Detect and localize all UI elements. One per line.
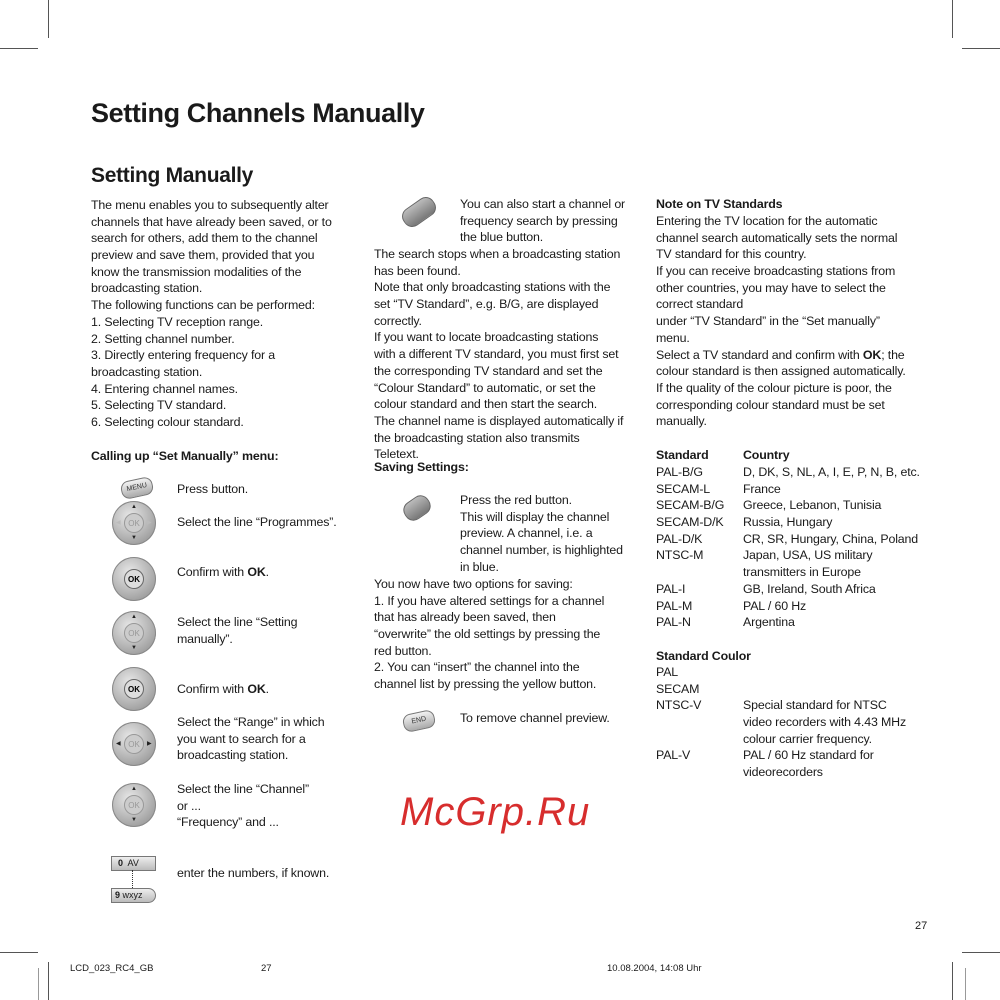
text-line: under “TV Standard” in the “Set manually” — [656, 314, 880, 329]
text-line: Select the line “Setting — [177, 615, 298, 629]
crop-mark — [0, 48, 38, 49]
text-line: other countries, you may have to select the — [656, 280, 886, 295]
note-heading: Note on TV Standards — [656, 197, 783, 211]
text-line: Note that only broadcasting stations with the — [374, 280, 611, 295]
standards-table — [656, 464, 956, 631]
footer-file: LCD_023_RC4_GB — [70, 963, 154, 974]
bold-text: OK — [247, 682, 266, 696]
text-line: Argentina — [743, 615, 795, 630]
watermark: McGrp.Ru — [400, 790, 591, 834]
text-line: 1. Selecting TV reception range. — [91, 314, 263, 329]
table-row — [656, 697, 956, 747]
table-row — [656, 497, 956, 514]
crop-mark — [952, 962, 953, 1000]
text-line: correctly. — [374, 313, 422, 328]
description-cell — [743, 614, 795, 631]
text-line: Japan, USA, US military — [743, 548, 873, 563]
page-number: 27 — [915, 920, 928, 932]
bold-text: OK — [862, 347, 882, 362]
standard-cell: PAL — [656, 665, 679, 679]
text-line: channels that have already been saved, or to — [91, 214, 332, 229]
step-text — [177, 714, 324, 764]
table-header-country: Country — [743, 448, 790, 462]
saving-heading: Saving Settings: — [374, 460, 469, 474]
text-line: the broadcasting station also transmits — [374, 430, 580, 445]
description-cell — [743, 697, 906, 747]
text-line: broadcasting station. — [91, 281, 203, 296]
key-0-icon: 0 AV — [111, 856, 156, 871]
table-row — [656, 464, 956, 481]
step-text — [177, 681, 269, 698]
text-line: colour standard and then start the search. — [374, 397, 598, 412]
table-row — [656, 481, 956, 498]
text-line: “Colour Standard” to automatic, or set the — [374, 380, 596, 395]
end-text — [460, 710, 610, 727]
table-row — [656, 547, 956, 580]
text-line: Press the red button. — [460, 493, 572, 507]
colour-heading: Standard Coulor — [656, 649, 751, 663]
standard-cell: SECAM-B/G — [656, 498, 725, 513]
standard-cell: PAL-M — [656, 598, 693, 613]
text-line: TV standard for this country. — [656, 247, 807, 262]
text-line: Special standard for NTSC — [743, 698, 887, 713]
text-line: Select the “Range” in which — [177, 715, 325, 729]
table-row — [656, 747, 956, 780]
description-cell — [743, 547, 872, 580]
standard-cell: PAL-I — [656, 581, 686, 596]
text-line — [656, 347, 906, 364]
crop-mark — [962, 952, 1000, 953]
crop-mark — [952, 0, 953, 38]
text-line: If you can receive broadcasting stations from — [656, 264, 896, 279]
bold-text: OK — [247, 565, 266, 579]
step-text — [177, 614, 297, 647]
dpad-left-right-icon: ◀ ▶ OK — [112, 722, 156, 766]
description-cell — [743, 514, 832, 531]
text-line: preview. A channel, i.e. a — [460, 526, 593, 541]
calling-heading: Calling up “Set Manually” menu: — [91, 449, 279, 463]
text-line: If you want to locate broadcasting stations — [374, 330, 599, 345]
blue-button-text — [460, 196, 625, 246]
text-line: the blue button. — [460, 230, 544, 245]
text-line: colour carrier frequency. — [743, 731, 872, 746]
standard-cell: SECAM-L — [656, 481, 711, 496]
standard-cell: SECAM-D/K — [656, 515, 724, 530]
text-line: or ... — [177, 798, 201, 813]
dpad-up-down-icon: ▲ ▼ OK — [112, 611, 156, 655]
range-dots — [132, 870, 133, 888]
step-text — [177, 781, 309, 831]
search-notes — [374, 246, 623, 463]
intro-text — [91, 197, 332, 431]
description-cell — [743, 481, 781, 498]
text-line: If the quality of the colour picture is poor, the — [656, 380, 892, 395]
text-line: broadcasting station. — [177, 748, 289, 763]
description-cell — [743, 581, 876, 598]
text-line: in blue. — [460, 559, 499, 574]
text-segment: . — [265, 682, 269, 696]
text-line: France — [743, 481, 781, 496]
red-button-icon — [400, 492, 434, 524]
table-row — [656, 664, 956, 681]
text-line: 5. Selecting TV standard. — [91, 398, 227, 413]
colour-table — [656, 664, 956, 781]
text-line: channel list by pressing the yellow button. — [374, 677, 597, 692]
text-line: Press button. — [177, 482, 249, 496]
text-line: D, DK, S, NL, A, I, E, P, N, B, etc. — [743, 465, 920, 479]
dpad-up-down-icon: ▲ ▼ ◀ ▶ OK — [112, 501, 156, 545]
text-line: menu. — [656, 330, 690, 345]
text-line — [177, 681, 269, 698]
crop-mark — [48, 0, 49, 38]
text-line: To remove channel preview. — [460, 711, 610, 725]
description-cell — [743, 598, 806, 615]
dpad-up-down-icon: ▲ ▼ OK — [112, 783, 156, 827]
standard-cell: SECAM — [656, 681, 700, 696]
standard-cell: PAL-D/K — [656, 531, 703, 546]
table-header-standard: Standard — [656, 448, 709, 462]
text-line: manually”. — [177, 631, 233, 646]
footer-date: 10.08.2004, 14:08 Uhr — [607, 963, 702, 974]
table-row — [656, 614, 956, 631]
text-line: This will display the channel — [460, 509, 610, 524]
text-line: GB, Ireland, South Africa — [743, 581, 876, 596]
standard-cell: NTSC-V — [656, 698, 702, 713]
table-row — [656, 514, 956, 531]
text-line: colour standard is then assigned automatically. — [656, 364, 906, 379]
text-line: “overwrite” the old settings by pressing the — [374, 627, 601, 642]
end-button-icon: END — [401, 709, 436, 733]
text-line: transmitters in Europe — [743, 565, 861, 580]
text-line: correct standard — [656, 297, 744, 312]
crop-mark — [48, 962, 49, 1000]
text-line: The menu enables you to subsequently alter — [91, 198, 329, 212]
crop-mark — [0, 952, 38, 953]
table-row — [656, 581, 956, 598]
page-title: Setting Channels Manually — [91, 98, 425, 128]
text-segment: ; the — [881, 347, 905, 362]
text-line: you want to search for a — [177, 731, 306, 746]
text-line: know the transmission modalities of the — [91, 264, 302, 279]
text-segment: . — [265, 565, 269, 579]
description-cell — [743, 464, 920, 481]
standard-cell: PAL-N — [656, 615, 691, 630]
text-line: PAL / 60 Hz standard for — [743, 748, 874, 763]
standard-cell: PAL-V — [656, 748, 691, 763]
dpad-ok-icon: OK — [112, 667, 156, 711]
text-line: search for others, add them to the channel — [91, 231, 318, 246]
note-text — [656, 213, 906, 430]
crop-mark — [38, 968, 39, 1000]
menu-button-icon: MENU — [119, 476, 154, 500]
text-line: preview and save them, provided that you — [91, 248, 315, 263]
text-line: that has already been saved, then — [374, 610, 556, 625]
text-line: 4. Entering channel names. — [91, 381, 238, 396]
text-line: The channel name is displayed automatically if — [374, 413, 624, 428]
text-line: 3. Directly entering frequency for a — [91, 348, 275, 363]
text-line: frequency search by pressing — [460, 213, 618, 228]
text-line: enter the numbers, if known. — [177, 866, 330, 880]
text-line: corresponding colour standard must be set — [656, 397, 885, 412]
text-line: 2. Setting channel number. — [91, 331, 235, 346]
text-segment: Select a TV standard and confirm with — [656, 347, 863, 362]
crop-mark — [962, 48, 1000, 49]
description-cell — [743, 497, 881, 514]
description-cell — [743, 747, 874, 780]
text-line: red button. — [374, 643, 432, 658]
text-line: the corresponding TV standard and set the — [374, 363, 603, 378]
text-line: Select the line “Programmes”. — [177, 515, 337, 529]
text-line: video recorders with 4.43 MHz — [743, 715, 906, 730]
text-segment: Confirm with — [177, 682, 248, 696]
text-line: has been found. — [374, 263, 461, 278]
text-line: “Frequency” and ... — [177, 815, 279, 830]
crop-mark — [965, 968, 966, 1000]
blue-button-icon — [399, 193, 440, 230]
text-line: channel number, is highlighted — [460, 543, 623, 558]
step-text — [177, 564, 269, 581]
standard-cell: NTSC-M — [656, 548, 704, 563]
text-line: The search stops when a broadcasting station — [374, 247, 621, 261]
text-line: Select the line “Channel” — [177, 782, 309, 796]
text-line: videorecorders — [743, 765, 823, 780]
text-line — [177, 564, 269, 581]
section-title: Setting Manually — [91, 164, 254, 187]
text-line: Russia, Hungary — [743, 515, 833, 530]
text-line: PAL / 60 Hz — [743, 598, 807, 613]
dpad-ok-icon: OK — [112, 557, 156, 601]
table-row — [656, 531, 956, 548]
text-line: You can also start a channel or — [460, 197, 626, 211]
text-line: You now have two options for saving: — [374, 577, 573, 591]
text-line: broadcasting station. — [91, 364, 203, 379]
step-text — [177, 865, 329, 882]
text-line: with a different TV standard, you must first set — [374, 347, 619, 362]
text-line: Greece, Lebanon, Tunisia — [743, 498, 882, 513]
text-line: The following functions can be performed: — [91, 298, 315, 313]
text-line: manually. — [656, 414, 707, 429]
text-line: set “TV Standard”, e.g. B/G, are displayed — [374, 297, 599, 312]
text-line: CR, SR, Hungary, China, Poland — [743, 531, 919, 546]
key-9-icon: 9 wxyz — [111, 888, 156, 903]
text-line: 2. You can “insert” the channel into the — [374, 660, 580, 675]
text-line: 1. If you have altered settings for a channel — [374, 593, 605, 608]
table-row — [656, 598, 956, 615]
saving-options — [374, 576, 604, 693]
footer-page: 27 — [261, 963, 272, 974]
text-line: Entering the TV location for the automatic — [656, 214, 878, 228]
text-segment: Confirm with — [177, 565, 248, 579]
text-line: Teletext. — [374, 447, 419, 462]
step-text — [177, 514, 337, 531]
description-cell — [743, 531, 918, 548]
text-line: channel search automatically sets the normal — [656, 230, 898, 245]
table-row — [656, 681, 956, 698]
text-line: 6. Selecting colour standard. — [91, 414, 244, 429]
step-text — [177, 481, 248, 498]
standard-cell: PAL-B/G — [656, 465, 703, 479]
red-button-text — [460, 492, 623, 575]
